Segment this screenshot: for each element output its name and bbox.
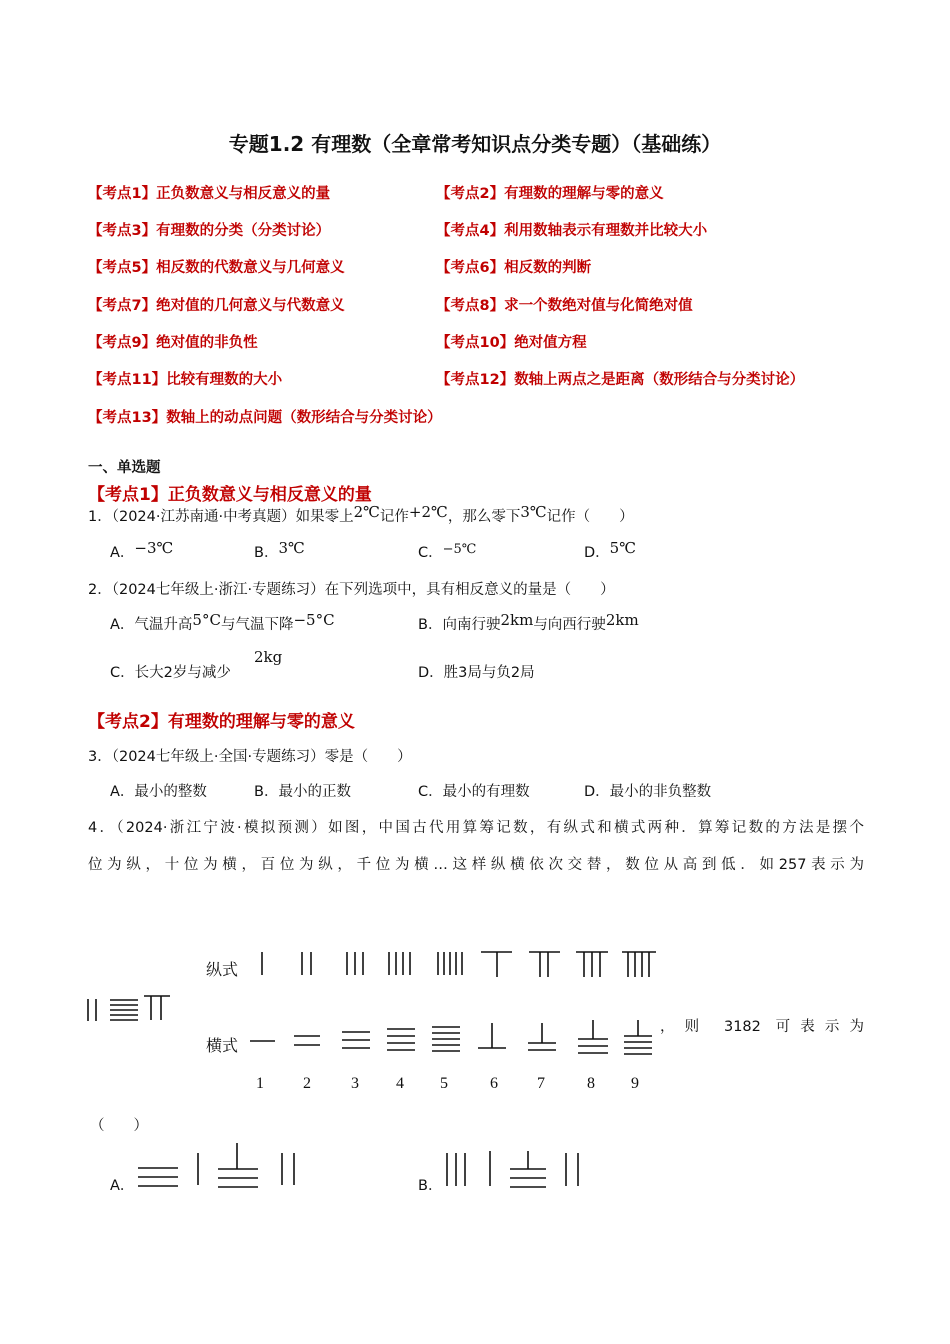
question-3-option-c[interactable]: C．最小的有理数 [418,784,530,800]
question-4-stem-continuation: ，则 3182 可表示为 [660,1019,864,1035]
toc-item-8[interactable]: 【考点8】求一个数绝对值与化简绝对值 [436,298,693,314]
vertical-rod-7 [529,952,560,977]
digit-label-7: 7 [537,1075,545,1092]
vertical-rod-2 [302,952,311,975]
question-4-option-b[interactable]: B． [418,1178,443,1194]
toc-item-2[interactable]: 【考点2】有理数的理解与零的意义 [436,186,664,202]
page-title: 专题1.2 有理数（全章常考知识点分类专题）（基础练） [228,132,722,156]
option-b-rods [447,1151,578,1187]
question-1-option-c[interactable]: C．−5℃ [418,542,477,561]
digit-label-8: 8 [587,1075,595,1092]
vertical-rod-3 [347,952,363,975]
vertical-form-label: 纵式 [206,962,239,979]
example-257-rods [88,996,170,1021]
toc-item-12[interactable]: 【考点12】数轴上两点之是距离（数形结合与分类讨论） [436,372,805,388]
horizontal-rod-3 [342,1032,370,1048]
toc-item-11[interactable]: 【考点11】比较有理数的大小 [88,372,283,388]
question-1-option-d[interactable]: D．5℃ [584,539,636,561]
toc-item-5[interactable]: 【考点5】相反数的代数意义与几何意义 [88,260,345,276]
horizontal-rod-5 [432,1027,460,1051]
question-4-stem-line-2: 位为纵，十位为横，百位为纵，千位为横…这样纵横依次交替，数位从高到低．如257表示为 [88,857,864,873]
toc-item-7[interactable]: 【考点7】绝对值的几何意义与代数意义 [88,298,345,314]
toc-item-3[interactable]: 【考点3】有理数的分类（分类讨论） [88,223,331,239]
digit-label-1: 1 [256,1075,264,1092]
digit-label-5: 5 [440,1075,448,1092]
question-1-option-b[interactable]: B．3℃ [254,539,305,561]
horizontal-rod-7 [528,1023,556,1050]
toc-item-13[interactable]: 【考点13】数轴上的动点问题（数形结合与分类讨论） [88,410,442,426]
horizontal-rod-9 [624,1020,652,1054]
question-2-option-a[interactable]: A．气温升高5°C与气温下降−5°C [110,611,335,633]
question-2-option-c-unit: 2kg [254,648,283,666]
digit-label-6: 6 [490,1075,498,1092]
topic-heading-1: 【考点1】正负数意义与相反意义的量 [88,485,372,505]
question-3-option-b[interactable]: B．最小的正数 [254,784,351,800]
toc-item-6[interactable]: 【考点6】相反数的判断 [436,260,592,276]
digit-label-9: 9 [631,1075,639,1092]
toc-item-10[interactable]: 【考点10】绝对值方程 [436,335,587,351]
question-1-stem: 1．（2024·江苏南通·中考真题）如果零上2℃记作+2℃，那么零下3℃记作（ ） [88,503,634,525]
question-2-option-d[interactable]: D．胜3局与负2局 [418,665,535,681]
horizontal-form-label: 横式 [206,1038,239,1055]
section-heading: 一、单选题 [88,460,161,476]
toc-item-1[interactable]: 【考点1】正负数意义与相反意义的量 [88,186,331,202]
horizontal-rod-4 [387,1029,415,1050]
question-4-option-a[interactable]: A． [110,1178,135,1194]
question-3-stem: 3．（2024七年级上·全国·专题练习）零是（ ） [88,749,412,765]
digit-label-3: 3 [351,1075,359,1092]
question-1-option-a[interactable]: A．−3℃ [110,539,174,561]
question-3-option-d[interactable]: D．最小的非负整数 [584,784,712,800]
digit-label-4: 4 [396,1075,404,1092]
vertical-rod-6 [481,952,512,977]
question-2-option-b[interactable]: B．向南行驶2km与向西行驶2km [418,611,639,633]
question-4-answer-paren: （ ） [90,1118,148,1134]
toc-item-4[interactable]: 【考点4】利用数轴表示有理数并比较大小 [436,223,708,239]
vertical-rod-9 [622,952,656,977]
option-a-rods [138,1143,294,1187]
horizontal-rod-6 [478,1023,506,1048]
digit-label-2: 2 [303,1075,311,1092]
topic-heading-2: 【考点2】有理数的理解与零的意义 [88,712,355,732]
horizontal-rod-2 [294,1036,320,1045]
vertical-rod-8 [576,952,608,977]
toc-item-9[interactable]: 【考点9】绝对值的非负性 [88,335,258,351]
question-2-option-c[interactable]: C．长大2岁与减少 [110,665,231,681]
question-2-stem: 2．（2024七年级上·浙江·专题练习）在下列选项中，具有相反意义的量是（ ） [88,582,615,598]
question-4-stem-line-1: 4．（2024·浙江宁波·模拟预测）如图，中国古代用算筹记数，有纵式和横式两种．算筹记数的方法是摆个 [88,820,864,836]
horizontal-rod-8 [578,1020,608,1053]
vertical-rod-5 [438,952,462,975]
question-3-option-a[interactable]: A．最小的整数 [110,784,207,800]
vertical-rod-4 [389,952,410,975]
